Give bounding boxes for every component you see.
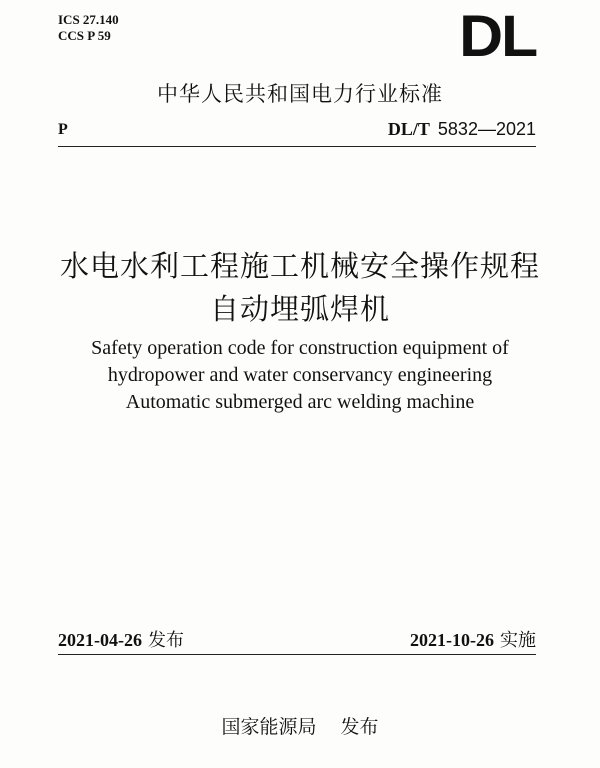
ccs-code: CCS P 59 [58,28,111,43]
english-title-line-1: Safety operation code for construction equipment of [91,337,509,359]
standard-code: DL/T [387,119,430,139]
issue-date-value: 2021-04-26 [58,630,142,650]
implementation-date-label: 实施 [500,630,536,651]
implementation-date-value: 2021-10-26 [410,630,494,650]
bottom-divider [58,654,536,655]
chinese-title-line-2: 自动埋弧焊机 [209,292,390,326]
top-divider [58,146,536,147]
ics-code: ICS 27.140 [58,12,119,27]
english-title-line-3: Automatic submerged arc welding machine [125,391,475,413]
issuer-label: 发布 [340,716,379,738]
english-title-line-2: hydropower and water conservancy engineering [107,364,493,386]
dl-logo: DL [458,4,536,69]
issue-date [58,626,184,652]
issue-date-label: 发布 [148,630,184,651]
category-code: P [58,121,68,138]
issuing-authority [0,712,600,739]
standard-type-title: 中华人民共和国电力行业标准 [157,82,443,106]
standard-number [388,119,536,140]
implementation-date [410,626,536,652]
issuer-organization: 国家能源局 [221,716,317,738]
ics-ccs-codes [58,12,119,44]
chinese-title-line-1: 水电水利工程施工机械安全操作规程 [59,249,540,283]
standard-number-value: 5832—2021 [437,119,536,139]
